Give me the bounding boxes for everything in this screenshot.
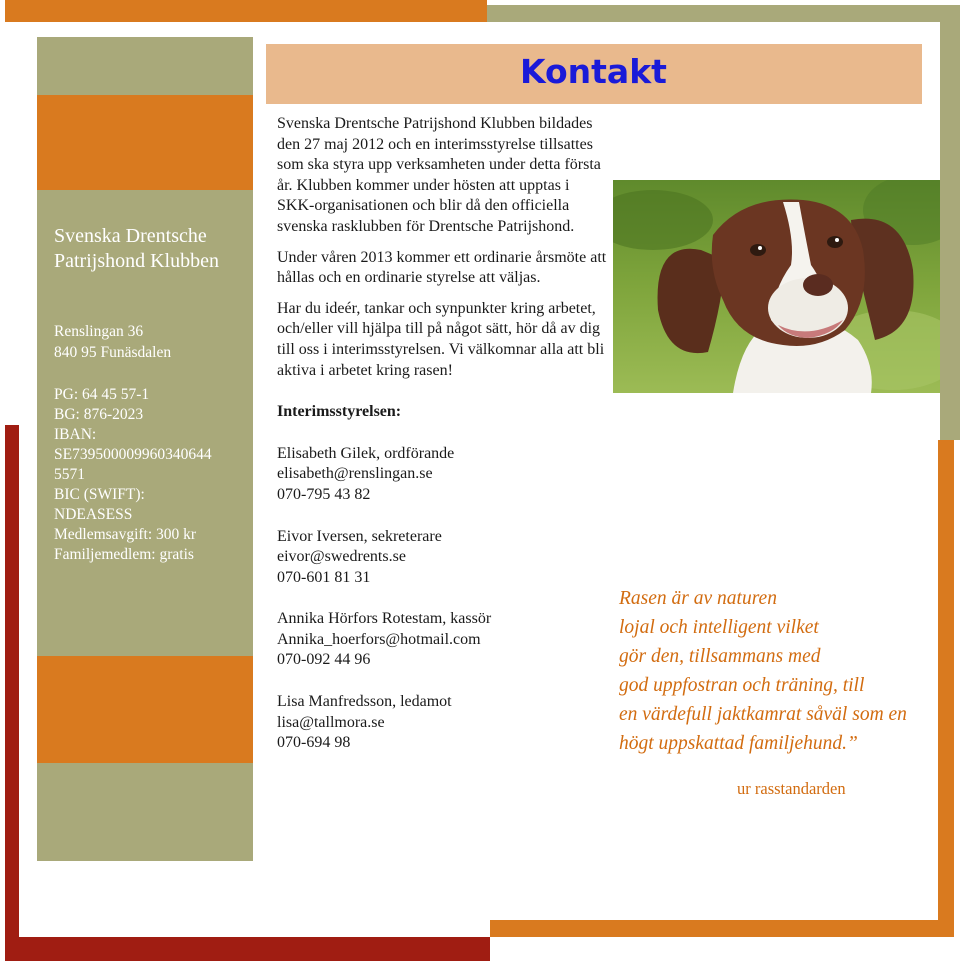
address-line: Renslingan 36 <box>54 323 144 340</box>
payment-line: PG: 64 45 57-1 <box>54 386 150 403</box>
club-name: Svenska Drentsche Patrijshond Klubben <box>54 225 219 272</box>
member-email[interactable]: lisa@tallmora.se <box>277 713 385 731</box>
intro-paragraph: Svenska Drentsche Patrijshond Klubben bildades den 27 maj 2012 och en interimsstyrelse tillsattes som ska styra upp verksamheten under detta första år. Klubben kommer under hösten att upptas i SKK-organisationen och blir då den officiella svenska rasklubben för Drentsche Patrijshond. <box>277 115 601 235</box>
board-member <box>277 609 607 671</box>
payment-line: NDEASESS <box>54 506 133 523</box>
dog-illustration <box>613 180 940 393</box>
payment-line: BG: 876-2023 <box>54 406 144 423</box>
quote-line: Rasen är av naturen <box>619 588 777 609</box>
payment-line: BIC (SWIFT): <box>54 486 145 503</box>
member-email[interactable]: eivor@swedrents.se <box>277 548 406 566</box>
dog-photo <box>613 180 940 393</box>
member-role: Lisa Manfredsson, ledamot <box>277 693 452 711</box>
quote-line: lojal och intelligent vilket <box>619 617 819 638</box>
member-email[interactable]: elisabeth@renslingan.se <box>277 465 433 483</box>
payment-info <box>54 385 244 565</box>
member-phone: 070-601 81 31 <box>277 568 371 586</box>
member-role: Elisabeth Gilek, ordförande <box>277 444 455 462</box>
payment-line: IBAN: <box>54 426 97 443</box>
frame-right-olive-bar <box>940 5 960 440</box>
member-email[interactable]: Annika_hoerfors@hotmail.com <box>277 630 481 648</box>
invitation-paragraph: Har du ideér, tankar och synpunkter kring arbetet, och/eller vill hjälpa till på något sätt, hör då av dig till oss i interimsstyrelsen. Vi välkomnar alla att bli aktiva i arbetet kring rasen! <box>277 299 605 379</box>
member-role: Eivor Iversen, sekreterare <box>277 527 442 545</box>
frame-left-edge <box>0 0 5 967</box>
board-member <box>277 692 607 754</box>
board-heading: Interimsstyrelsen: <box>277 403 402 421</box>
member-role: Annika Hörfors Rotestam, kassör <box>277 610 492 628</box>
sidebar-orange-block-bottom <box>37 656 253 763</box>
frame-bottom-orange-bar <box>490 920 954 937</box>
frame-top-orange-bar <box>0 0 487 22</box>
frame-bottom-red-bar <box>5 937 490 961</box>
frame-top-olive-bar <box>487 5 960 22</box>
quote-line: en värdefull jaktkamrat såväl som en <box>619 704 907 725</box>
board-member <box>277 444 607 506</box>
iban-value <box>54 445 244 485</box>
iban-line: SE739500009960340644 <box>54 446 212 463</box>
address-line: 840 95 Funäsdalen <box>54 343 172 361</box>
page-title: Kontakt <box>520 52 667 91</box>
sidebar-olive-block-bottom <box>37 763 253 861</box>
member-phone: 070-795 43 82 <box>277 485 371 503</box>
sidebar-orange-block-top <box>37 95 253 190</box>
frame-left-red-bar <box>5 425 19 937</box>
sidebar-olive-block-top <box>37 37 253 95</box>
board-member <box>277 527 607 589</box>
payment-line: Medlemsavgift: 300 kr <box>54 526 197 543</box>
main-content <box>277 114 607 754</box>
payment-line: Familjemedlem: gratis <box>54 546 194 563</box>
quote-line: högt uppskattad familjehund.” <box>619 733 858 754</box>
iban-line: 5571 <box>54 466 85 483</box>
quote-source: ur rasstandarden <box>737 779 846 798</box>
quote-line: god uppfostran och träning, till <box>619 675 865 696</box>
member-phone: 070-694 98 <box>277 734 351 752</box>
club-address <box>54 322 171 363</box>
breed-quote <box>619 584 949 758</box>
member-phone: 070-092 44 96 <box>277 651 371 669</box>
quote-line: gör den, tillsammans med <box>619 646 821 667</box>
annual-meeting-paragraph: Under våren 2013 kommer ett ordinarie årsmöte att hållas och en ordinarie styrelse att väljas. <box>277 248 607 287</box>
